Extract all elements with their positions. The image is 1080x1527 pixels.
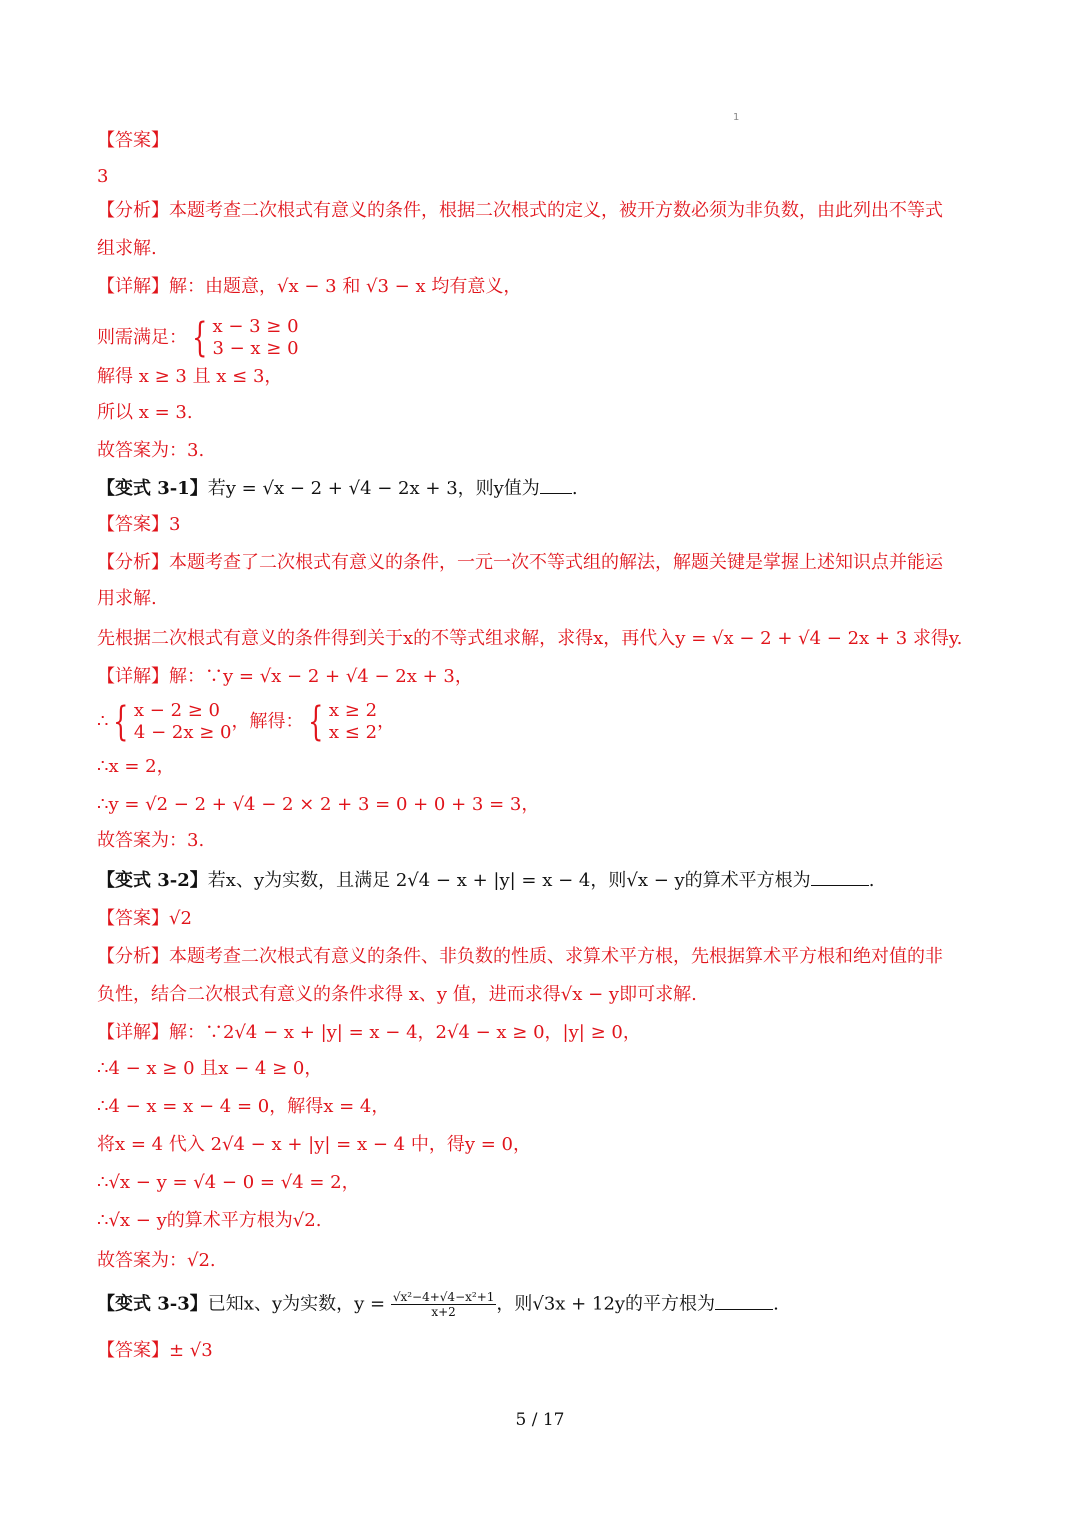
variant-tag: 【变式 3-1】 [97, 478, 208, 499]
system-row: 3 − x ≥ 0 [212, 338, 299, 359]
solution-step: ∴4 − x ≥ 0 且x − 4 ≥ 0， [97, 1058, 323, 1079]
solution-step: 所以 x = 3. [97, 402, 193, 423]
answer-statement: 故答案为：3. [97, 440, 205, 461]
answer-label: 【答案】 [97, 130, 169, 151]
system-line [97, 316, 299, 360]
page-mark: 1 [733, 112, 740, 123]
inequality-system: { x − 2 ≥ 0 4 − 2x ≥ 0 [113, 699, 232, 745]
solution-step: ∴√x − y = √4 − 0 = √4 = 2， [97, 1172, 360, 1193]
detail-text: 【详解】解：∵2√4 − x + |y| = x − 4，2√4 − x ≥ 0，|y| ≥ 0， [97, 1022, 641, 1043]
question-text: 若x、y为实数，且满足 2√4 − x + |y| = x − 4，则√x − y的算术平方根为 [207, 870, 811, 891]
fraction [391, 1290, 497, 1319]
answer-value: 3 [97, 166, 109, 187]
solution-system: { x ≥ 2 x ≤ 2 [308, 699, 378, 745]
analysis-text: 【分析】本题考查二次根式有意义的条件、非负数的性质、求算术平方根，先根据算术平方根和绝对值的非 [97, 946, 943, 967]
system-line [97, 700, 395, 744]
solution-step: ∴√x − y的算术平方根为√2. [97, 1210, 322, 1231]
therefore-symbol: ∴ [97, 711, 109, 732]
system-row: 4 − 2x ≥ 0 [133, 722, 232, 743]
question-text: 已知x、y为实数，y = [207, 1293, 391, 1315]
question-text: 若y = √x − 2 + √4 − 2x + 3，则y值为 [207, 478, 540, 499]
variant-tag: 【变式 3-3】 [97, 1293, 208, 1315]
answer-statement: 故答案为：3. [97, 830, 205, 851]
solution-step: 将x = 4 代入 2√4 − x + |y| = x − 4 中，得y = 0， [97, 1134, 531, 1155]
detail-text: 【详解】解：∵y = √x − 2 + √4 − 2x + 3， [97, 666, 473, 687]
system-mid: ，解得： [231, 711, 304, 732]
system-row: x − 2 ≥ 0 [133, 700, 221, 721]
variant-question [97, 1290, 779, 1319]
answer-label: 【答案】3 [97, 514, 181, 535]
system-row: x ≥ 2 [328, 700, 378, 721]
solution-step: ∴x = 2， [97, 756, 175, 777]
question-text-cont: ，则√3x + 12y的平方根为 [496, 1293, 716, 1315]
system-row: x ≤ 2 [328, 722, 378, 743]
analysis-text: 【分析】本题考查了二次根式有意义的条件，一元一次不等式组的解法，解题关键是掌握上述知识点并能运 [97, 552, 943, 573]
analysis-text-cont: 用求解. [97, 588, 157, 609]
variant-tag: 【变式 3-2】 [97, 870, 208, 891]
fraction-denominator: x+2 [431, 1305, 456, 1319]
system-row: x − 3 ≥ 0 [212, 316, 299, 337]
system-end: ， [377, 711, 396, 732]
answer-statement: 故答案为：√2. [97, 1250, 216, 1271]
detail-text: 【详解】解：由题意，√x − 3 和 √3 − x 均有意义， [97, 276, 522, 297]
page-number: 5 / 17 [515, 1410, 565, 1430]
variant-question [97, 476, 578, 502]
answer-label: 【答案】± √3 [97, 1340, 213, 1361]
answer-label: 【答案】√2 [97, 908, 192, 929]
system-prefix: 则需满足： [97, 327, 187, 348]
fraction-numerator: √x²−4+√4−x²+1 [392, 1290, 495, 1304]
analysis-text-cont: 负性，结合二次根式有意义的条件求得 x、y 值，进而求得√x − y即可求解. [97, 984, 697, 1005]
solution-step: ∴y = √2 − 2 + √4 − 2 × 2 + 3 = 0 + 0 + 3 = 3， [97, 794, 540, 815]
analysis-text: 【分析】本题考查二次根式有意义的条件，根据二次根式的定义，被开方数必须为非负数，由此列出不等式 [97, 200, 943, 221]
answer-blank [540, 492, 572, 494]
question-end: . [868, 870, 875, 891]
analysis-text-cont: 组求解. [97, 238, 157, 259]
inequality-system: { x − 3 ≥ 0 3 − x ≥ 0 [192, 315, 299, 361]
variant-question [97, 868, 874, 894]
answer-blank [811, 884, 869, 886]
solution-step: 解得 x ≥ 3 且 x ≤ 3， [97, 366, 283, 387]
solution-step: ∴4 − x = x − 4 = 0，解得x = 4， [97, 1096, 390, 1117]
question-end: . [773, 1293, 779, 1315]
analysis-text-cont: 先根据二次根式有意义的条件得到关于x的不等式组求解，求得x，再代入y = √x − 2 + √4 − 2x + 3 求得y. [97, 628, 963, 649]
answer-blank [715, 1308, 773, 1310]
question-end: . [571, 478, 578, 499]
